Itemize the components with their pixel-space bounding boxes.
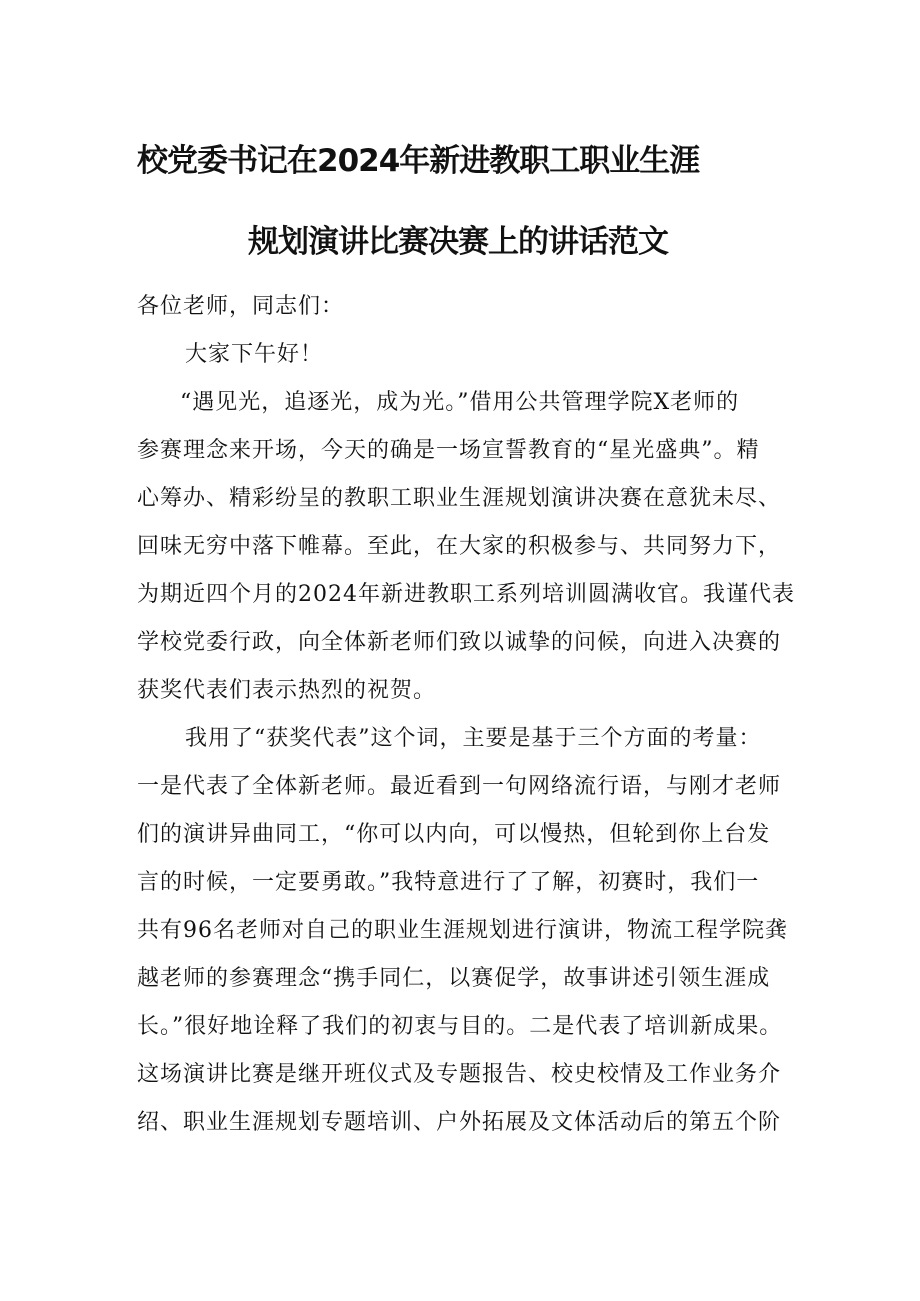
body-line: 心筹办、精彩纷呈的教职工职业生涯规划演讲决赛在意犹未尽、 — [137, 486, 782, 511]
body-line: 们的演讲异曲同工，“你可以内向，可以慢热，但轮到你上台发 — [137, 822, 771, 847]
body-line: 绍、职业生涯规划专题培训、户外拓展及文体活动后的第五个阶 — [137, 1110, 782, 1135]
body-line: 言的时候，一定要勇敢。”我特意进行了了解，初赛时，我们一 — [137, 870, 760, 895]
body-line: 我用了“获奖代表”这个词，主要是基于三个方面的考量： — [185, 726, 762, 751]
document-title-line-1: 校党委书记在2024年新进教职工职业生涯 — [137, 143, 700, 179]
body-line: 共有96名老师对自己的职业生涯规划进行演讲，物流工程学院龚 — [137, 918, 788, 943]
body-line: 一是代表了全体新老师。最近看到一句网络流行语，与刚才老师 — [137, 774, 782, 799]
body-line: 这场演讲比赛是继开班仪式及专题报告、校史校情及工作业务介 — [137, 1062, 782, 1087]
body-line: 越老师的参赛理念“携手同仁，以赛促学，故事讲述引领生涯成 — [137, 966, 771, 991]
body-line: 获奖代表们表示热烈的祝贺。 — [137, 678, 437, 703]
body-line: 参赛理念来开场，今天的确是一场宣誓教育的“星光盛典”。精 — [137, 438, 760, 463]
body-line: 为期近四个月的2024年新进教职工系列培训圆满收官。我谨代表 — [137, 582, 795, 607]
salutation: 各位老师，同志们： — [137, 294, 345, 319]
body-line: 回味无穷中落下帷幕。至此，在大家的积极参与、共同努力下， — [137, 534, 782, 559]
body-line: “遇见光，追逐光，成为光。”借用公共管理学院X老师的 — [180, 390, 740, 415]
greeting: 大家下午好！ — [185, 342, 324, 367]
document-title-line-2: 规划演讲比赛决赛上的讲话范文 — [248, 224, 668, 260]
body-line: 长。”很好地诠释了我们的初衷与目的。二是代表了培训新成果。 — [137, 1014, 783, 1039]
body-line: 学校党委行政，向全体新老师们致以诚挚的问候，向进入决赛的 — [137, 630, 782, 655]
